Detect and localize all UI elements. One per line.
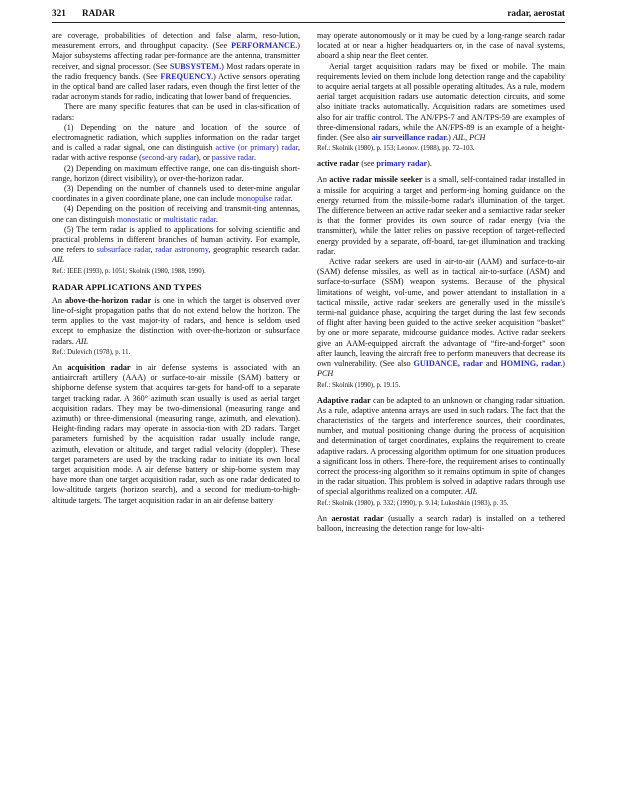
crossref-air-surveillance-radar[interactable]: air surveillance radar. <box>371 133 449 143</box>
entry-active-radar: active radar (see primary radar). <box>317 159 432 169</box>
entry-term: Adaptive radar <box>317 395 371 405</box>
crossref-subsystem[interactable]: SUBSYSTEM. <box>169 61 222 71</box>
header-rule <box>52 22 565 23</box>
entry-active-radar-missile-seeker: An active radar missile seeker is a small, self-contained radar installed in a missile for acquiring a target and perform-ing homing guidance on the energy returned from the missile-borne radar's illumination of the target. The difference between an active radar seeker and a semiactive radar seeker is that the former provides its own source of radar energy (via the transmitter), while the latter relies on passive reception of target-reflected energy provided by a separate, off-board, tar-get illumination and tracking radar. <box>317 175 566 256</box>
crossref-primary-radar[interactable]: primary radar <box>376 159 428 169</box>
paragraph: (4) Depending on the position of receiving and transmit-ting antennas, one can distinguish monostatic or multistatic radar. <box>52 204 300 224</box>
link-radar-astronomy[interactable]: radar astronomy <box>155 245 209 255</box>
entry-term: acquisition radar <box>67 362 131 372</box>
paragraph: Active radar seekers are used in air-to-air (AAM) and surface-to-air (SAM) defense missiles, as well as in tactical air-to-surface (ASM) and surface-to-surface (SSM) weapon systems. Because of the physical limitations of weight, vol-ume, and power attendant to installation in a tactical missile, active radar seekers are generally used in the missile's termi-nal guidance phase, acquiring the target during the last few seconds of flight after having been guided to the active seeker acquisition “basket” by one or more separate, midcourse guidance modes. Active radar seekers give an AAM-equipped aircraft the advantage of “fire-and-forget” soon after launch, leaving the aircraft free to perform maneuvers that decrease its own vulnerability. (See also GUIDANCE, radar and HOMING, radar.) PCH <box>317 257 565 379</box>
reference-line: Ref.: Skolnik (1980), p. 153; Leonov. (1988), pp. 72–103. <box>317 145 475 153</box>
paragraph: are coverage, probabilities of detection and false alarm, reso-lution, measurement errors, and throughput capacity. (See PERFORMANCE.) Major subsystems affecting radar per-formance are the antenna, transmitter receiver, and signal processor. (See SUBSYSTEM.) Most radars operate in the radio frequency bands. (See FREQUENCY.) Active sensors operating in the optical band are called laser radars, even though the first letter of the radar acronym stands for radio, indicating that lower band of frequencies. <box>52 31 300 102</box>
paragraph: (5) The term radar is applied to applications for solving scientific and practical problems in different branches of human activity. For example, one refers to subsurface radar, radar astronomy, geographic research radar. AIL <box>52 224 300 265</box>
link-passive-radar[interactable]: passive radar <box>211 153 254 163</box>
author-initials: AIL <box>75 336 89 346</box>
left-column <box>52 31 300 506</box>
paragraph: There are many specific features that can be used in clas-sification of radars: <box>52 102 300 122</box>
author-initials: AIL <box>465 487 478 497</box>
author-initials: PCH <box>317 369 334 379</box>
reference-line: Ref.: Skolnik (1990), p. 19.15. <box>317 381 401 389</box>
paragraph: (2) Depending on maximum effective range, one can dis-tinguish short-range, horizon (direct visibility), or over-the-horizon radar. <box>52 163 300 183</box>
entry-acquisition-radar: An acquisition radar in air defense systems is associated with an antiaircraft artillery (AAA) or surface-to-air missile (SAM) battery or shipborne defense system that acquires tar-gets for hand-off to a separate target tracking radar. A 360° azimuth scan usually is used as aerial target acquisition radars. They may be two-dimensional (measuring range and azimuth) or three-dimensional (measuring range, azimuth, and elevation). Height-finding radars may operate in associa-tion with 2D radars. Target parameters furnished by the acquisition radar usually include range, azimuth, elevation or altitude, and target radial velocity (doppler). These target parameters are used by the tracking radar to initiate its own local target acquisition mode. A air defense battery or ship-borne system may have more than one target acquisition radar, such as one radar dedicated to low-altitude targets (horizon search), and a second for medium-to-high- altitude targets. The target acquisition radar in an air defense battery <box>52 362 300 505</box>
paragraph: Aerial target acquisition radars may be fixed or mobile. The main requirements levied on them include long detection range and the capability to acquire aerial targets at all possible operating altitudes. As a rule, modern aerial target acquisition radars use automatic detection circuits, and some also initiate tracks automatically. Acquisition radars are sometimes used also for air traffic control. The AN/FPS-7 and AN/TPS-59 are examples of three-dimensional radars, while the AN/FPS-89 is an example of a height-finder. (See also air surveillance radar.) AIL, PCH <box>317 61 565 143</box>
link-monostatic[interactable]: monostatic <box>116 214 153 224</box>
running-head: radar, aerostat <box>507 8 565 18</box>
entry-aerostat-radar: An aerostat radar (usually a search radar) is installed on a tethered balloon, increasing the detection range for low-alti- <box>317 513 566 533</box>
crossref-performance[interactable]: PERFORMANCE. <box>231 41 298 51</box>
page-header <box>52 8 565 22</box>
right-column <box>317 31 565 534</box>
entry-term: above-the-horizon radar <box>65 295 152 305</box>
entry-above-the-horizon-radar: An above-the-horizon radar is one in which the target is observed over line-of-sight propagation paths that do not extend below the horizon. The term applies to the vast major-ity of radars, and hence is seldom used except to emphasize the distinction with over-the-horizon or subsurface radars. AIL <box>52 295 300 346</box>
entry-term: aerostat radar <box>331 513 384 523</box>
entry-term: active radar missile seeker <box>329 175 423 185</box>
paragraph: (1) Depending on the nature and location of the source of electromagnetic radiation, which supplies information on the radar target and is called a radar signal, one can distinguish active (or primary) radar, radar with active response (second-ary radar), or passive radar. <box>52 122 301 163</box>
entry-adaptive-radar: Adaptive radar can be adapted to an unknown or changing radar situation. As a rule, adaptive antenna arrays are used in such radars. The fact that the characteristics of the targets and interference sources, their coordinates, number, and mutual positioning change during the process of acquisition and determination of target coordinates, explains the requirement to create adaptive radars. A processing algorithm optimum for one situation produces a significant loss in others. There-fore, the requirement arises to continually correct the process-ing algorithm so it remains optimum in spite of changes in the radar situation. This problem is solved in adaptive radars through use of special algorithms realized on a computer. AIL <box>317 395 565 497</box>
paragraph: (3) Depending on the number of channels used to deter-mine angular coordinates in a given coordinate plane, one can include monopulse radar. <box>52 184 300 204</box>
section-title: RADAR <box>82 8 116 18</box>
entry-term: active radar <box>317 159 360 169</box>
reference-line: Ref.: Dulevich (1978), p. 11. <box>52 348 131 356</box>
author-initials: AIL, PCH <box>452 133 486 143</box>
section-heading: RADAR APPLICATIONS AND TYPES <box>52 281 202 292</box>
link-secondary-radar[interactable]: second-ary radar <box>141 153 197 163</box>
link-subsurface-radar[interactable]: subsurface radar <box>96 245 151 255</box>
crossref-frequency[interactable]: FREQUENCY. <box>160 71 214 81</box>
author-initials: AIL <box>52 255 65 265</box>
crossref-homing-radar[interactable]: HOMING, radar. <box>500 359 563 369</box>
page-number: 321 <box>52 8 66 18</box>
reference-line: Ref.: IEEE (1993), p. 1051; Skolnik (1980, 1988, 1990). <box>52 267 206 275</box>
link-active-radar[interactable]: active (or primary) radar <box>215 143 298 153</box>
paragraph: may operate autonomously or it may be cued by a long-range search radar located at or near a higher headquarters or, in the case of naval systems, aboard a ship near the fleet center. <box>317 31 565 61</box>
link-multistatic-radar[interactable]: multistatic radar <box>163 214 216 224</box>
link-monopulse-radar[interactable]: monopulse radar <box>236 194 291 204</box>
crossref-guidance-radar[interactable]: GUIDANCE, radar <box>413 359 483 369</box>
reference-line: Ref.: Skolnik (1980), p. 332; (1990), p. 9.14; Lukoshkin (1983), p. 35. <box>317 499 509 507</box>
